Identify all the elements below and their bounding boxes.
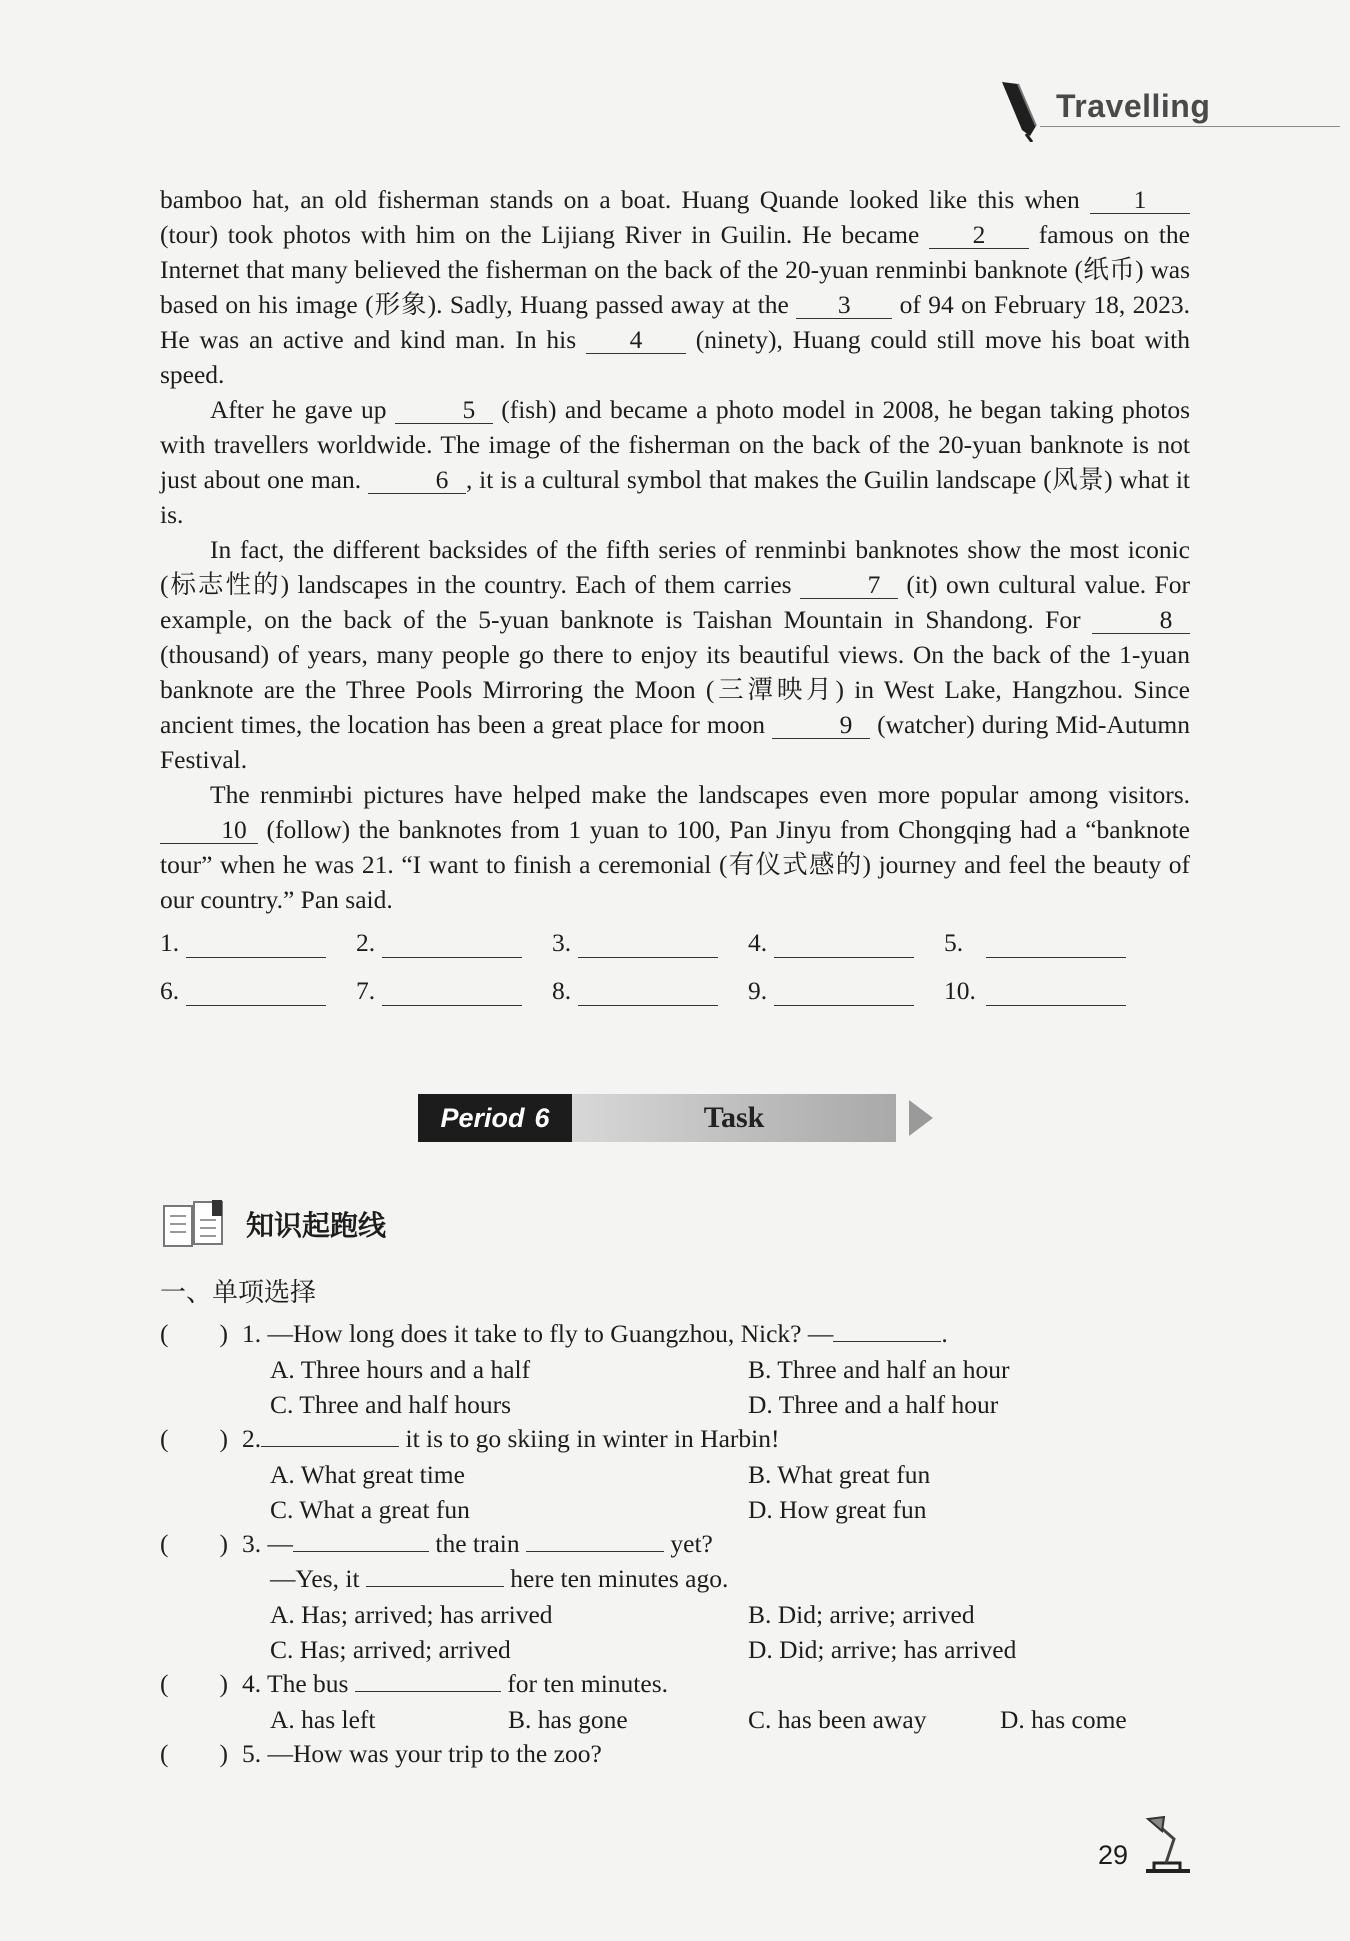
question-blank[interactable] xyxy=(526,1527,664,1552)
question-stem: it is to go skiing in winter in Harbin! xyxy=(399,1424,780,1453)
passage-paragraph xyxy=(160,182,1190,392)
option-a[interactable]: A. has left xyxy=(270,1705,376,1734)
cloze-blank[interactable]: 10 xyxy=(160,817,258,844)
question-5 xyxy=(160,1736,602,1771)
answer-blank[interactable] xyxy=(774,979,914,1006)
answer-blank[interactable] xyxy=(774,931,914,958)
answer-number: 2. xyxy=(356,928,376,957)
answer-blank[interactable] xyxy=(986,931,1126,958)
question-stem: 1. —How long does it take to fly to Guangzhou, Nick? — xyxy=(242,1319,834,1348)
question-stem: 4. The bus xyxy=(242,1669,355,1698)
cloze-blank[interactable]: 3 xyxy=(796,292,892,319)
answer-blank[interactable] xyxy=(186,931,326,958)
header-divider xyxy=(1040,126,1340,127)
option-b[interactable]: B. What great fun xyxy=(748,1460,931,1489)
period-word: Period xyxy=(440,1102,525,1133)
answer-paren[interactable]: ( ) xyxy=(160,1529,228,1558)
passage-text: (tour) took photos with him on the Lijiang River in Guilin. He became xyxy=(160,220,930,249)
passage-text: After he gave up xyxy=(210,395,395,424)
question-3-reply xyxy=(270,1561,728,1596)
open-book-icon xyxy=(160,1198,228,1250)
passage-text: The renmінbi pictures have helped make the landscapes even more popular among visitors. xyxy=(210,780,1190,809)
passage-paragraph xyxy=(160,392,1190,532)
option-d[interactable]: D. Did; arrive; has arrived xyxy=(748,1635,1017,1664)
question-blank[interactable] xyxy=(366,1562,504,1587)
reply-end: here ten minutes ago. xyxy=(503,1564,729,1593)
option-a[interactable]: A. Three hours and a half xyxy=(270,1355,531,1384)
answer-blank[interactable] xyxy=(578,931,718,958)
cloze-blank[interactable]: 6 xyxy=(368,467,466,494)
option-c[interactable]: C. What a great fun xyxy=(270,1495,470,1524)
question-3 xyxy=(160,1526,713,1561)
question-number: 2. xyxy=(242,1424,262,1453)
passage-text: (ninety), Huang could still move his boat with speed. xyxy=(160,325,1190,389)
answer-lines xyxy=(160,910,1160,1006)
question-blank[interactable] xyxy=(355,1667,501,1692)
question-number: 3. — xyxy=(242,1529,293,1558)
question-blank[interactable] xyxy=(261,1422,399,1447)
cloze-blank[interactable]: 7 xyxy=(800,572,898,599)
answer-paren[interactable]: ( ) xyxy=(160,1319,228,1348)
passage-text: of 94 on February 18, 2023. He was an active and kind man. In his xyxy=(160,290,1190,354)
option-c[interactable]: C. has been away xyxy=(748,1705,927,1734)
answer-paren[interactable]: ( ) xyxy=(160,1739,228,1768)
answer-paren[interactable]: ( ) xyxy=(160,1424,228,1453)
question-end: . xyxy=(941,1319,948,1348)
cloze-passage xyxy=(160,182,1190,917)
option-c[interactable]: C. Has; arrived; arrived xyxy=(270,1635,511,1664)
answer-blank[interactable] xyxy=(186,979,326,1006)
answer-number: 4. xyxy=(748,928,768,957)
answer-paren[interactable]: ( ) xyxy=(160,1669,228,1698)
answer-number: 3. xyxy=(552,928,572,957)
passage-text: bamboo hat, an old fisherman stands on a boat. Huang Quande looked like this when xyxy=(160,185,1090,214)
answer-row-2 xyxy=(160,958,1160,1006)
desk-lamp-icon xyxy=(1140,1815,1196,1875)
passage-text: (watcher) during Mid-Autumn Festival. xyxy=(160,710,1190,774)
answer-blank[interactable] xyxy=(986,979,1126,1006)
answer-number: 7. xyxy=(356,976,376,1005)
period-label xyxy=(418,1094,572,1142)
option-a[interactable]: A. What great time xyxy=(270,1460,465,1489)
cloze-blank[interactable]: 5 xyxy=(395,397,493,424)
question-blank[interactable] xyxy=(293,1527,429,1552)
question-end: for ten minutes. xyxy=(500,1669,668,1698)
passage-paragraph xyxy=(160,532,1190,777)
passage-text: In fact, the different backsides of the fifth series of renminbi banknotes show the most iconic (标志性的) landscapes in the country. Each of them carries xyxy=(160,535,1190,599)
exercise-title: 一、单项选择 xyxy=(160,1278,317,1308)
question-mid: the train xyxy=(429,1529,527,1558)
option-b[interactable]: B. Three and half an hour xyxy=(748,1355,1010,1384)
passage-text: (follow) the banknotes from 1 yuan to 100, Pan Jinyu from Chongqing had a “banknote tour” when he was 21. “I want to finish a ceremonial (有仪式感的) journey and feel the beauty of our country.” Pan said. xyxy=(160,815,1190,914)
pen-nib-icon xyxy=(996,78,1044,142)
question-4 xyxy=(160,1666,668,1701)
section-title: 知识起跑线 xyxy=(246,1209,387,1242)
question-end: yet? xyxy=(664,1529,713,1558)
passage-text: , it is a cultural symbol that makes the Guilin landscape (风景) what it is. xyxy=(160,465,1190,529)
answer-number: 5. xyxy=(944,928,964,957)
answer-number: 9. xyxy=(748,976,768,1005)
reply-start: —Yes, it xyxy=(270,1564,366,1593)
cloze-blank[interactable]: 1 xyxy=(1090,187,1190,214)
option-c[interactable]: C. Three and half hours xyxy=(270,1390,512,1419)
option-b[interactable]: B. has gone xyxy=(508,1705,628,1734)
option-b[interactable]: B. Did; arrive; arrived xyxy=(748,1600,975,1629)
option-d[interactable]: D. has come xyxy=(1000,1705,1127,1734)
arrow-right-icon xyxy=(907,1098,935,1138)
question-blank[interactable] xyxy=(833,1317,941,1342)
unit-title: Travelling xyxy=(1056,88,1211,124)
cloze-blank[interactable]: 8 xyxy=(1092,607,1190,634)
cloze-blank[interactable]: 2 xyxy=(929,222,1029,249)
passage-text: (fish) and became a photo model in 2008, he began taking photos with travellers worldwide. The image of the fisherman on the back of the 20-yuan banknote is not just about one man. xyxy=(160,395,1190,494)
passage-paragraph xyxy=(160,777,1190,917)
answer-blank[interactable] xyxy=(578,979,718,1006)
question-2 xyxy=(160,1421,779,1456)
cloze-blank[interactable]: 9 xyxy=(772,712,870,739)
answer-number: 10. xyxy=(944,976,976,1005)
option-a[interactable]: A. Has; arrived; has arrived xyxy=(270,1600,553,1629)
option-d[interactable]: D. How great fun xyxy=(748,1495,927,1524)
question-stem: 5. —How was your trip to the zoo? xyxy=(242,1739,602,1768)
passage-text: famous on the Internet that many believed the fisherman on the back of the 20-yuan renminbi banknote (纸币) was based on his image (形象). Sadly, Huang passed away at the xyxy=(160,220,1190,319)
answer-number: 1. xyxy=(160,928,180,957)
passage-text: (thousand) of years, many people go there to enjoy its beautiful views. On the back of the 1-yuan banknote are the Three Pools Mirroring the Moon (三潭映月) in West Lake, Hangzhou. Since ancient times, the location has been a great place for moon xyxy=(160,640,1190,739)
cloze-blank[interactable]: 4 xyxy=(586,327,686,354)
option-d[interactable]: D. Three and a half hour xyxy=(748,1390,999,1419)
page-number: 29 xyxy=(1098,1840,1129,1870)
answer-number: 6. xyxy=(160,976,180,1005)
period-banner xyxy=(418,1094,896,1142)
question-1 xyxy=(160,1316,948,1351)
answer-number: 8. xyxy=(552,976,572,1005)
answer-blank[interactable] xyxy=(382,979,522,1006)
answer-blank[interactable] xyxy=(382,931,522,958)
passage-text: (it) own cultural value. For example, on the back of the 5-yuan banknote is Taishan Mountain in Shandong. For xyxy=(160,570,1190,634)
task-label: Task xyxy=(572,1094,896,1142)
answer-row-1 xyxy=(160,910,1160,958)
period-number: 6 xyxy=(534,1102,550,1133)
